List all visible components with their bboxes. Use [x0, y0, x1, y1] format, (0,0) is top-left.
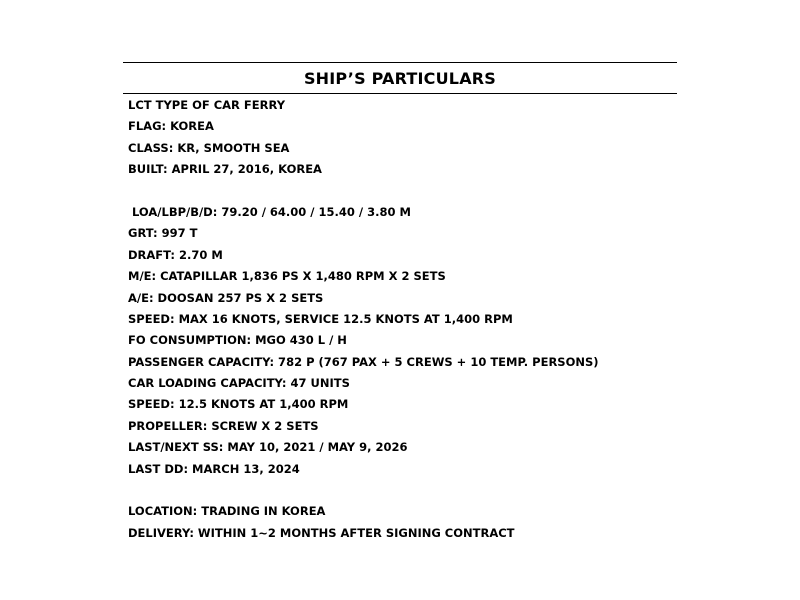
- line-propeller: PROPELLER: SCREW X 2 SETS: [128, 418, 319, 433]
- line-dimensions: LOA/LBP/B/D: 79.20 / 64.00 / 15.40 / 3.80 M: [132, 204, 411, 219]
- line-main-engine: M/E: CATAPILLAR 1,836 PS X 1,480 RPM X 2 SETS: [128, 269, 446, 284]
- line-car-capacity: CAR LOADING CAPACITY: 47 UNITS: [128, 376, 350, 391]
- line-grt: GRT: 997 T: [128, 226, 198, 241]
- line-ship-type: LCT TYPE OF CAR FERRY: [128, 98, 286, 112]
- particulars-list: [123, 94, 677, 544]
- title-bar: [123, 62, 677, 94]
- line-draft: DRAFT: 2.70 M: [128, 247, 223, 262]
- line-flag: FLAG: KOREA: [128, 119, 214, 134]
- line-fo-consumption: FO CONSUMPTION: MGO 430 L / H: [128, 333, 347, 348]
- line-location: LOCATION: TRADING IN KOREA: [128, 504, 326, 519]
- line-last-dd: LAST DD: MARCH 13, 2024: [128, 461, 300, 476]
- line-speed-service: SPEED: 12.5 KNOTS AT 1,400 RPM: [128, 397, 349, 412]
- line-delivery: DELIVERY: WITHIN 1~2 MONTHS AFTER SIGNING CONTRACT: [128, 525, 515, 540]
- line-passenger-capacity: PASSENGER CAPACITY: 782 P (767 PAX + 5 CREWS + 10 TEMP. PERSONS): [128, 354, 599, 369]
- ship-particulars-sheet: [123, 62, 677, 544]
- line-class: CLASS: KR, SMOOTH SEA: [128, 140, 290, 155]
- line-survey: LAST/NEXT SS: MAY 10, 2021 / MAY 9, 2026: [128, 440, 408, 455]
- line-built: BUILT: APRIL 27, 2016, KOREA: [128, 162, 322, 177]
- blank-line: [128, 181, 677, 202]
- blank-line: [128, 480, 677, 501]
- line-speed-max: SPEED: MAX 16 KNOTS, SERVICE 12.5 KNOTS AT 1,400 RPM: [128, 311, 513, 326]
- line-aux-engine: A/E: DOOSAN 257 PS X 2 SETS: [128, 290, 324, 305]
- document-title: SHIP’S PARTICULARS: [303, 68, 497, 88]
